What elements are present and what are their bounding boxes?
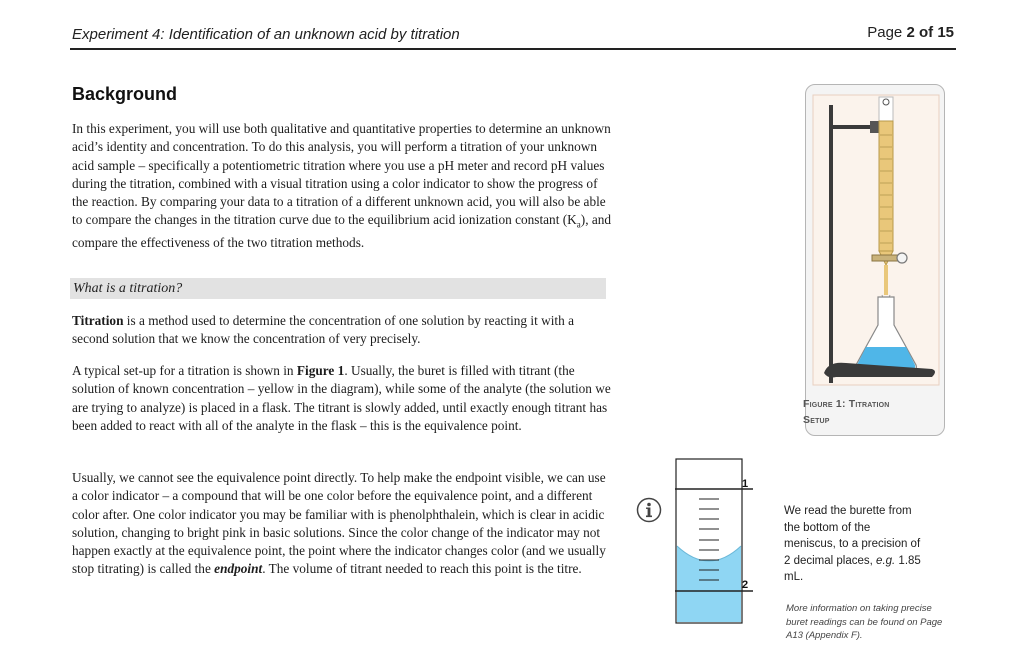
figure-reference: Figure 1: [296, 363, 345, 378]
page-number: Page 2 of 15: [867, 24, 954, 41]
page-header: [70, 22, 956, 50]
section-heading-background: Background: [72, 84, 178, 104]
mark-label-2: 2: [742, 579, 749, 591]
stopcock: [872, 255, 900, 261]
document-title: Experiment 4: Identification of an unknown acid by titration: [72, 26, 460, 43]
stand-rod: [829, 105, 833, 383]
figure-caption: Figure 1: Titration Setup: [803, 398, 890, 426]
indicator-paragraph: Usually, we cannot see the equivalence point directly. To help make the endpoint visible, we can use a color indicator – a compound that will be one color before the equivalence point, and a different color after. One color indicator you may be familiar with is phenolphthalein, which is clear in acidic solution, changing to bright pink in basic solutions. Since the color change of the indicator may not happen exactly at the equivalence point, the point where the indicator changes color (and we usually stop titrating) is called the endpoint. The volume of titrant needed to reach this point is the titre.: [72, 470, 606, 577]
buret-top: [879, 97, 893, 121]
buret-meniscus-diagram: [675, 458, 755, 624]
buret-tip: [884, 265, 888, 295]
appendix-reference-note: More information on taking precise buret readings can be found on Page A13 (Appendix F).: [786, 603, 943, 641]
titration-setup-paragraph: A typical set-up for a titration is shown in Figure 1. Usually, the buret is filled with titrant (the solution of known concentration – yellow in the diagram), while some of the analyte (the solution we are trying to analyze) is placed in a flask. The titrant is slowly added, until exactly enough titrant has been added to react with all of the analyte in the flask – this is the equivalence point.: [72, 363, 611, 433]
burette-reading-note: We read the burette from the bottom of the meniscus, to a precision of 2 decimal places, e.g. 1.85 mL.: [784, 505, 921, 583]
background-paragraph: In this experiment, you will use both qualitative and quantitative properties to determine an unknown acid’s identity and concentration. To do this analysis, you will perform a titration of your unknown acid sample – specifically a potentiometric titration where you use a pH meter and record pH values during the titration, combined with a visual titration using a color indicator to show the progress of the reaction. By comparing your data to a titration of a different unknown acid, you will also be able to compare the changes in the titration curve due to the equilibrium acid ionization constant $(K_a)$, and compare the effectiveness of the two titration methods.: [72, 121, 612, 251]
figure-1-titration-setup: [805, 84, 945, 436]
stopcock-handle: [897, 253, 907, 263]
endpoint-term: endpoint: [214, 561, 263, 577]
info-icon: [636, 497, 662, 523]
buret-titrant: [879, 121, 893, 251]
subheading-what-is-titration: What is a titration?: [70, 278, 606, 299]
mark-label-1: 1: [742, 478, 749, 490]
titration-definition-paragraph: Titration is a method used to determine the concentration of one solution by reacting it with a second solution that we know the concentration of very precisely.: [72, 313, 574, 347]
titration-setup-illustration: [806, 85, 945, 436]
